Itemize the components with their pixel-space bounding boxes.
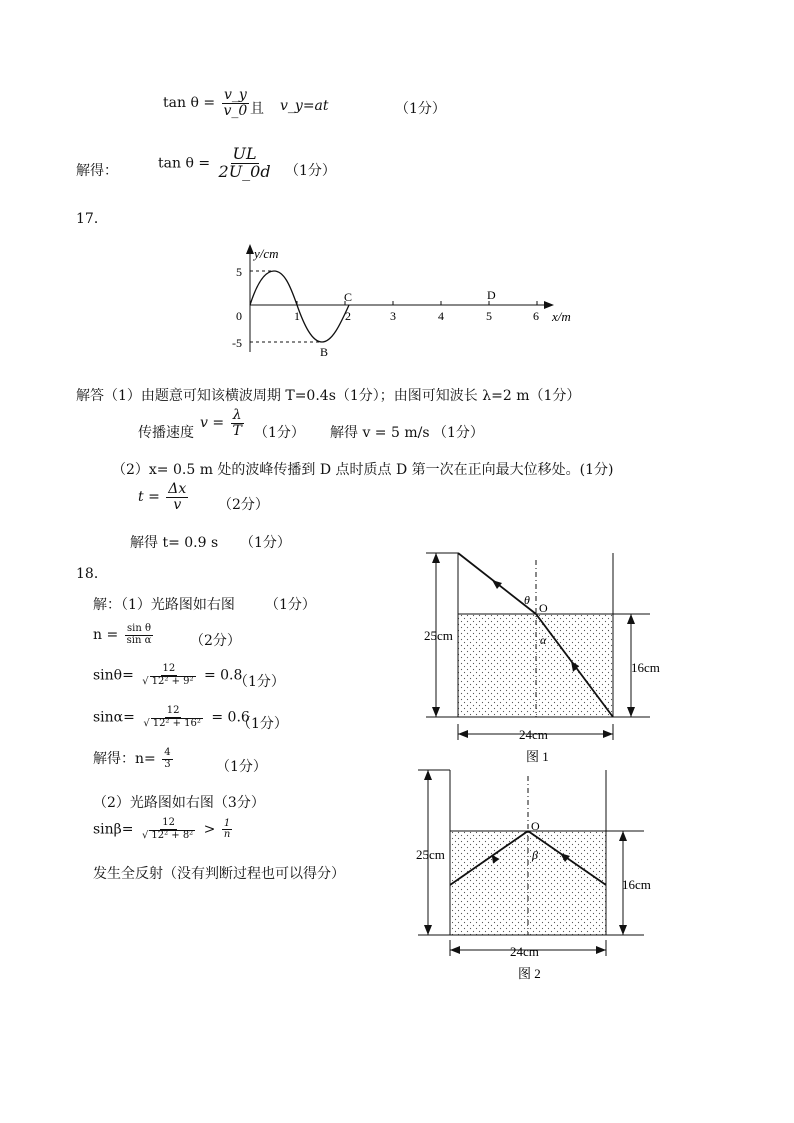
x-tick-2: 2 [345, 309, 351, 323]
question-number-18: 18． [76, 566, 108, 582]
y-axis-label: y/cm [254, 246, 279, 261]
time-result: 解得 t= 0.9 s [130, 535, 219, 551]
score: （1分） [433, 425, 484, 441]
solve-label: 解得： [76, 163, 118, 179]
part2-intro: （2）光路图如右图（3分） [93, 795, 265, 811]
figure-2 [412, 768, 672, 986]
angle-beta-label: β [532, 848, 538, 862]
score: （1分） [237, 716, 288, 732]
eq-sin-alpha: sinα= $\frac{12}{\text{√ 12² + 16²}}$ = 0.6 [93, 705, 250, 729]
label-water-depth: 16cm [631, 660, 660, 675]
speed-result: 解得 v = 5 m/s [330, 425, 430, 441]
x-axis-label: x/m [552, 309, 571, 324]
x-tick-1: 1 [294, 309, 300, 323]
x-axis-arrow [544, 301, 554, 309]
eq-n-ratio: n = $\frac{\text{sin θ}}{\text{sin α}}$ [93, 623, 152, 646]
speed-label: 传播速度 [138, 425, 194, 441]
eq-time: t = $\frac{\Delta x}{v}$ [138, 481, 187, 513]
point-b-label: B [320, 345, 329, 359]
label-width: 24cm [510, 944, 539, 959]
wave-curve [250, 271, 349, 342]
eq-num: v_y [224, 87, 247, 103]
answer-line-1: 解答（1）由题意可知该横波周期 T=0.4s（1分）；由图可知波长 λ=2 m（1分） [76, 388, 581, 404]
and-symbol: 且 [250, 101, 264, 117]
part1-intro: 解：（1）光路图如右图 [93, 597, 235, 613]
score: （1分） [395, 101, 446, 117]
y-axis-arrow [246, 244, 254, 254]
answer-line-2: （2）x= 0.5 m 处的波峰传播到 D 点时质点 D 第一次在正向最大位移处。(1分) [112, 462, 614, 478]
figure-caption: 图 1 [526, 749, 549, 764]
origin-label: 0 [236, 309, 242, 323]
water-region [450, 831, 606, 935]
figure-1 [418, 548, 678, 770]
score: （1分） [234, 674, 285, 690]
y-tick-5: 5 [236, 265, 242, 279]
label-height: 25cm [424, 628, 453, 643]
eq-sin-beta: sinβ= $\frac{12}{\text{√ 12² + 8²}}$ > $\frac{1}{n}$ [93, 817, 231, 841]
score: （1分） [240, 535, 291, 551]
score: （1分） [216, 759, 267, 775]
point-d-label: D [487, 288, 496, 302]
point-c-label: C [344, 290, 353, 304]
score: （2分） [190, 633, 241, 649]
water-region [458, 614, 613, 717]
wave-graph [228, 240, 588, 365]
conclusion: 发生全反射（没有判断过程也可以得分） [93, 866, 345, 882]
figure-caption: 图 2 [518, 966, 541, 981]
x-tick-6: 6 [533, 309, 539, 323]
eq-tan-theta-vy: tan θ = $\frac{v\_y}{v\_0}$ [163, 87, 248, 119]
eq-vy-at: v_y=at [280, 98, 329, 114]
score: （2分） [218, 497, 269, 513]
label-water-depth: 16cm [622, 877, 651, 892]
x-tick-3: 3 [390, 309, 396, 323]
score: （1分） [265, 597, 316, 613]
x-tick-5: 5 [486, 309, 492, 323]
eq-den: v_0 [223, 102, 248, 119]
eq-n-result: 解得：n= $\frac{4}{3}$ [93, 747, 171, 770]
label-height: 25cm [416, 847, 445, 862]
score: （1分） [285, 163, 336, 179]
x-tick-4: 4 [438, 309, 444, 323]
ray-arrow-air [492, 580, 502, 589]
point-o-label: O [539, 601, 548, 615]
eq-tan-theta-result: tan θ = $\frac{UL}{2U\_0d}$ [158, 144, 271, 181]
eq-sin-theta: sinθ= $\frac{12}{\text{√ 12² + 9²}}$ = 0.8 [93, 663, 243, 687]
angle-alpha-label: α [540, 633, 547, 647]
question-number-17: 17． [76, 211, 108, 227]
score: （1分） [254, 425, 305, 441]
point-o-label: O [531, 819, 540, 833]
angle-theta-label: θ [524, 593, 530, 607]
y-tick-neg5: -5 [232, 336, 242, 350]
label-width: 24cm [519, 727, 548, 742]
eq-speed: v = $\frac{\lambda}{T}$ [200, 407, 242, 439]
